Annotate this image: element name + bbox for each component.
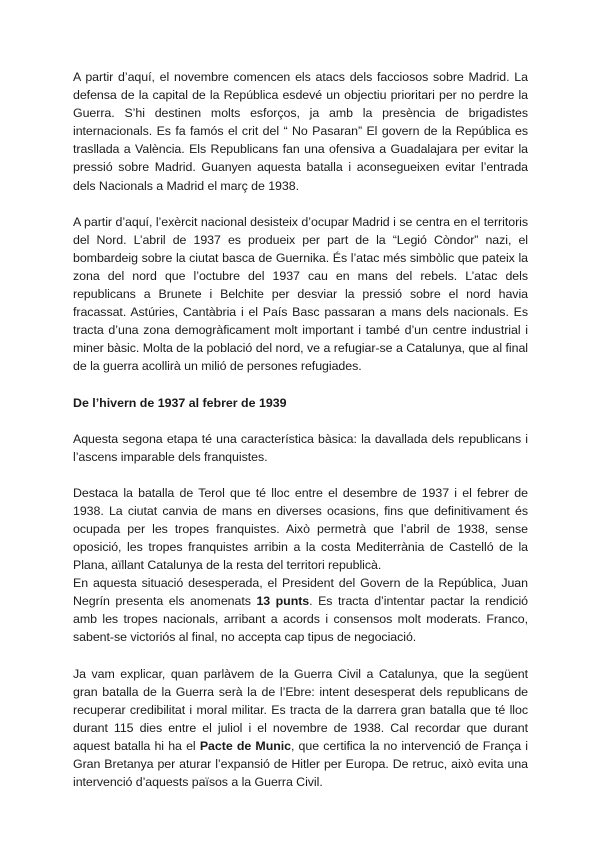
- paragraph-negrin-points: [73, 574, 528, 646]
- document-body: [73, 68, 528, 791]
- bold-term-pacte-munic: Pacte de Munic: [199, 738, 291, 753]
- paragraph-north-campaign: A partir d’aquí, l’exèrcit nacional desisteix d’ocupar Madrid i se centra en el territoris del Nord. L’abril de 1937 es produeix per part de la “Legió Còndor” nazi, el bombardeig sobre la ciutat basca de Guernika. És l’atac més simbòlic que pateix la zona del nord que l’octubre del 1937 cau en mans del rebels. L’atac dels republicans a Brunete i Belchite per desviar la pressió sobre el nord havia fracassat. Astúries, Cantàbria i el País Basc passaran a mans dels nacionals. Es tracta d’una zona demogràficament molt important i també d’un centre industrial i miner bàsic. Molta de la població del nord, ve a refugiar-se a Catalunya, que al final de la guerra acollirà un milió de persones refugiades.: [73, 214, 528, 374]
- paragraph-text: . Es tracta d’intentar pactar la rendició amb les tropes nacionals, arribant a acords i consensos molt moderats. Franco, sabent-se victoriós al final, no accepta cap tipus de negociació.: [73, 594, 528, 645]
- paragraph-madrid-defense: A partir d’aquí, el novembre comencen els atacs dels facciosos sobre Madrid. La defensa de la capital de la República esdevé un objectiu prioritari per no perdre la Guerra. S’hi destinen molts esforços, ja amb la presència de brigadistes internacionals. Es fa famós el crit del “ No Pasaran” El govern de la República es trasllada a València. Els Republicans fan una ofensiva a Guadalajara per evitar la pressió sobre Madrid. Guanyen aquesta batalla i aconsegueixen evitar l’entrada dels Nacionals a Madrid el març de 1938.: [73, 70, 528, 193]
- paragraph-text: , que certifica la no intervenció de França i Gran Bretanya per aturar l’expansió de Hitler per Europa. De retruc, això evita una intervenció d’aquests països a la Guerra Civil.: [73, 738, 528, 790]
- paragraph-text: En aquesta situació desesperada, el President del Govern de la República, Juan Negrín presenta els anomenats: [73, 576, 528, 609]
- paragraph-second-stage: Aquesta segona etapa té una característica bàsica: la davallada dels republicans i l’ascens imparable dels franquistes.: [73, 431, 528, 464]
- paragraph-ebre-battle: [73, 665, 528, 792]
- paragraph-text: Ja vam explicar, quan parlàvem de la Guerra Civil a Catalunya, que la següent gran batalla de la Guerra serà la de l’Ebre: intent desesperat dels republicans de recuperar credibilitat i moral militar. Es tracta de la darrera gran batalla que té lloc durant 115 dies entre el juliol i el novembre de 1938. Cal recordar que durant aquest batalla hi ha el: [73, 666, 528, 753]
- paragraph-teruel-battle: Destaca la batalla de Terol que té lloc entre el desembre de 1937 i el febrer de 1938. La ciutat canvia de mans en diverses ocasions, fins que definitivament és ocupada per les tropes franquistes. Això permetrà que l’abril de 1938, sense oposició, les tropes franquistes arribin a la costa Mediterrània de Castelló de la Plana, aïllant Catalunya de la resta del territori republicà.: [73, 485, 528, 573]
- section-heading: De l’hivern de 1937 al febrer de 1939: [73, 395, 287, 410]
- bold-term-13-punts: 13 punts: [256, 594, 310, 609]
